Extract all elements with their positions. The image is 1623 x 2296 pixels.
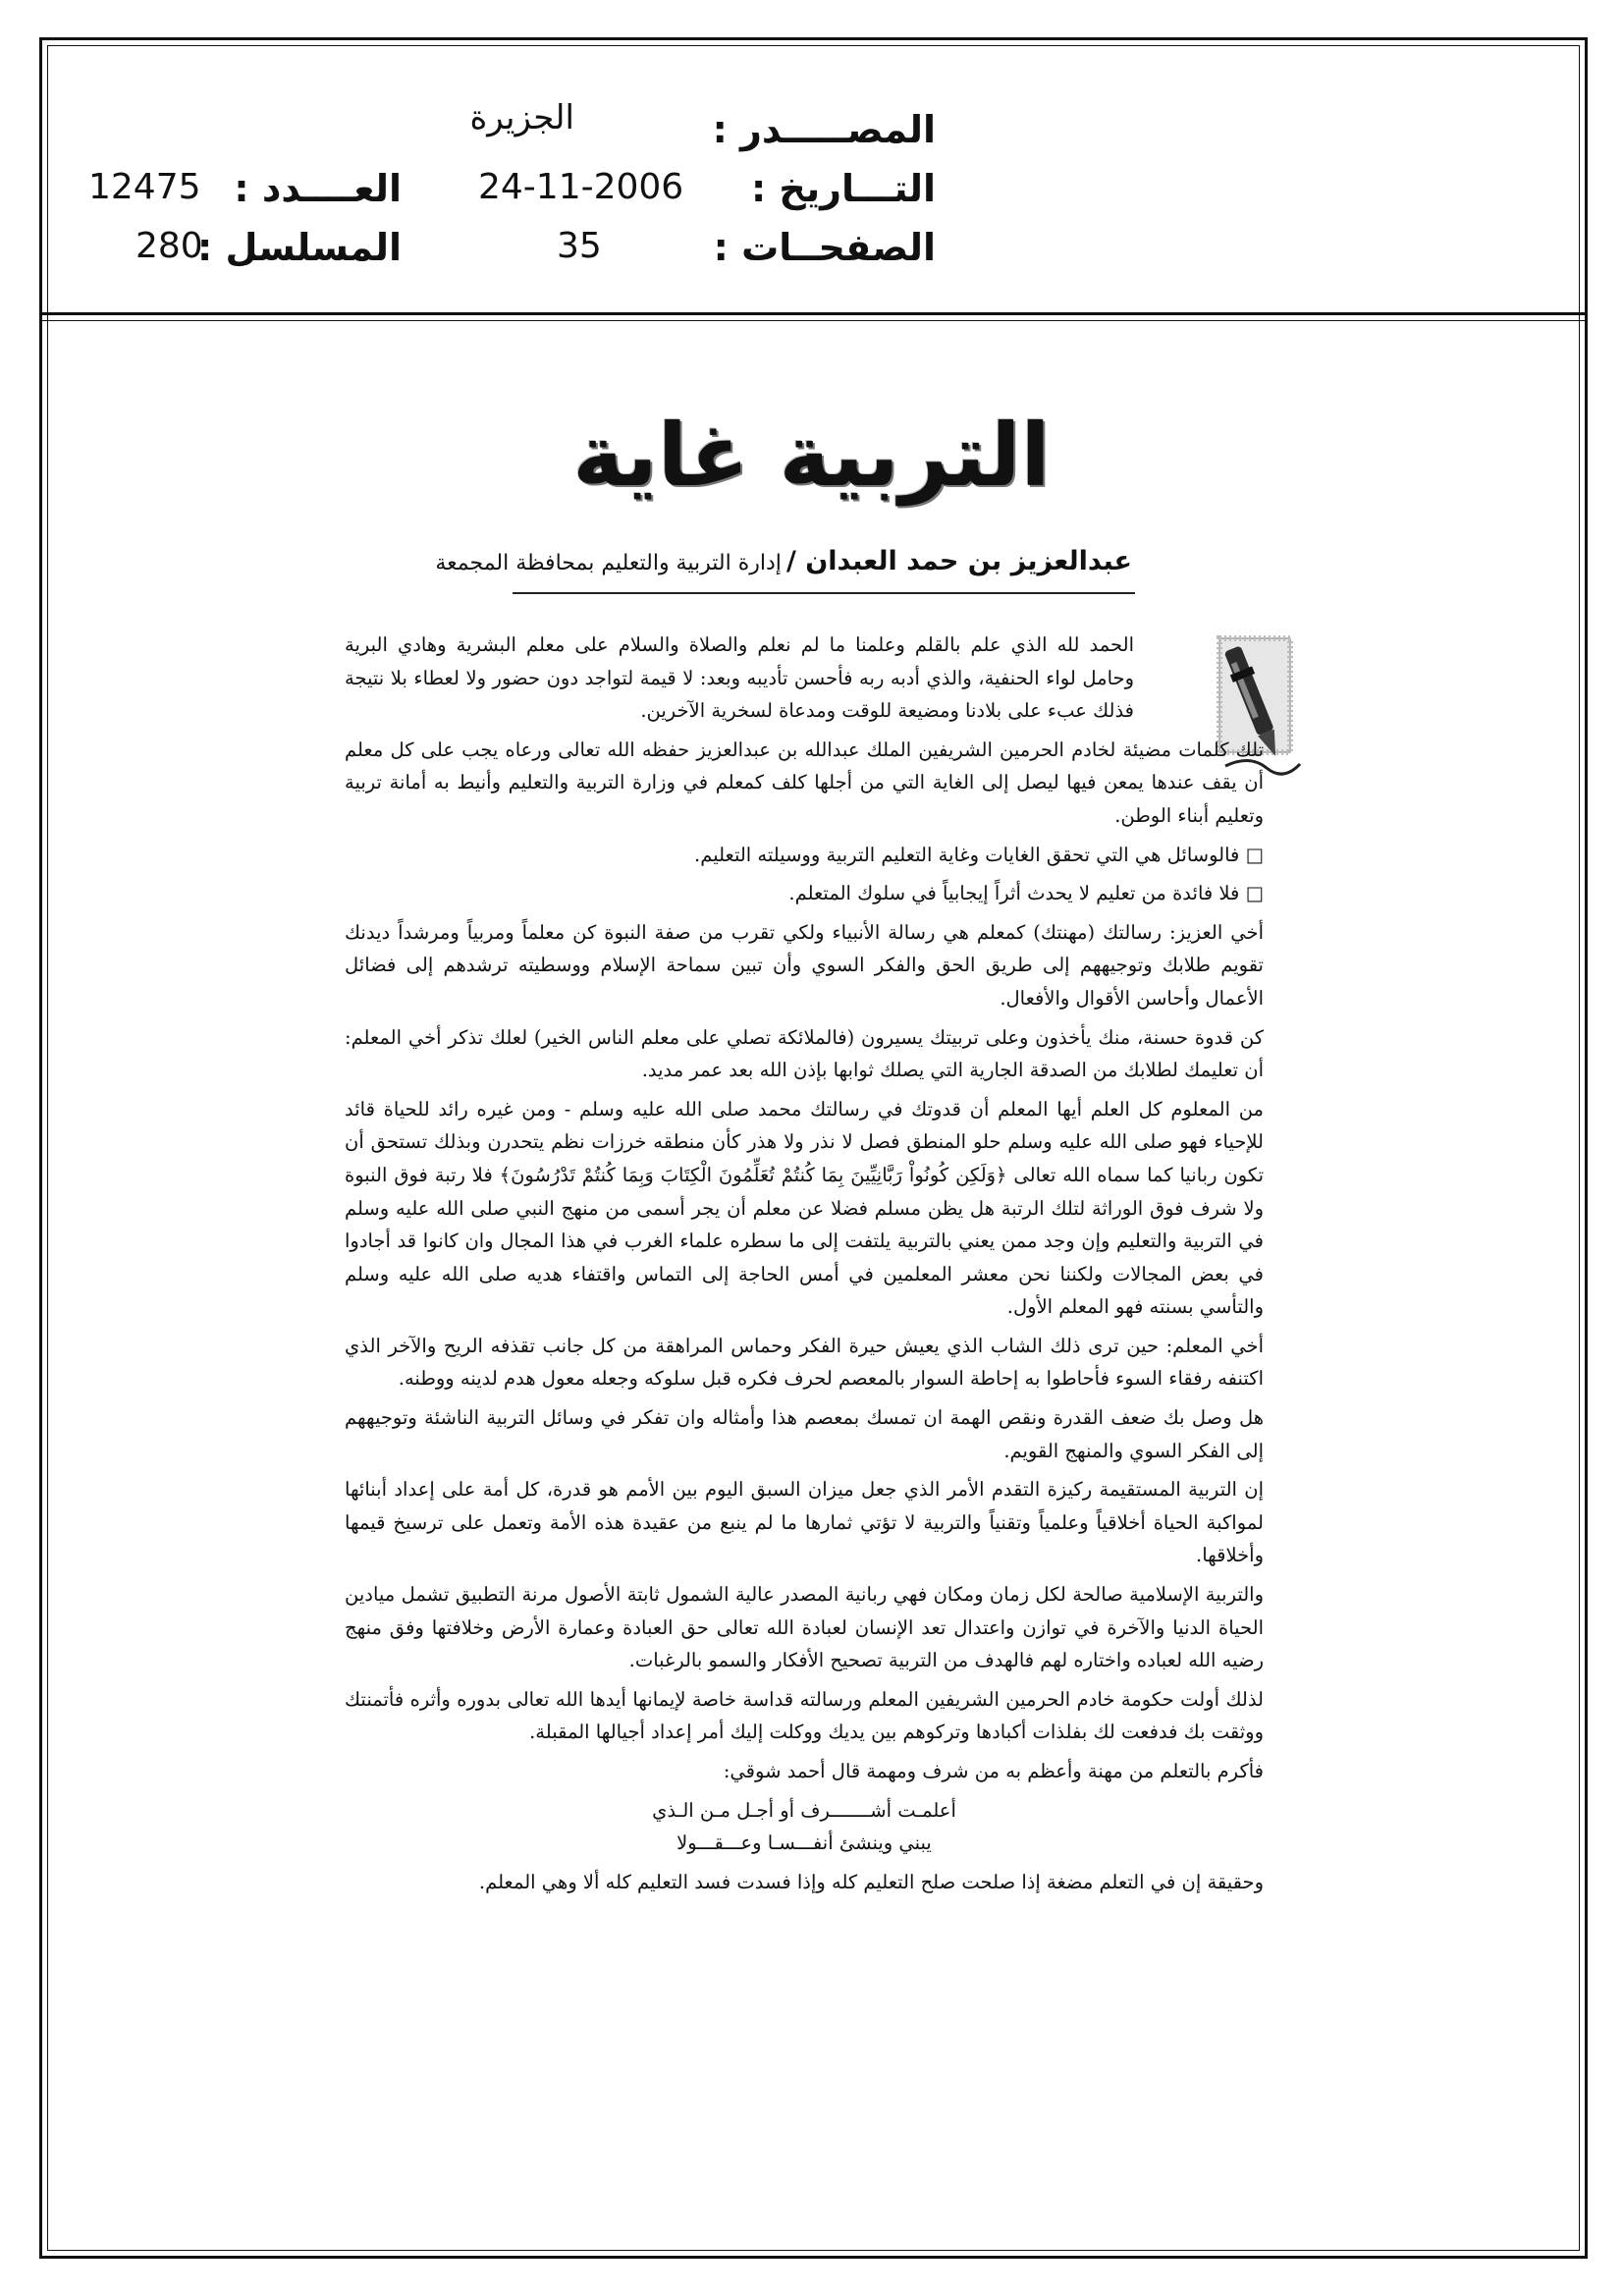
paragraph-8: إن التربية المستقيمة ركيزة التقدم الأمر الذي جعل ميزان السبق اليوم بين الأمم هو قدرة، كل أمة على إعداد أبنائها لمواكبة الحياة أخلاقياً وعلمياً وتقنياً والتربية لا تؤتي ثمارها ما لم ينبع من عقيدة هذه الأمة وتعمل على ترسيخ قيمها وأخلاقها. <box>345 1478 1264 1567</box>
header-divider-top <box>39 312 1588 315</box>
pages-label: الصفحــات : <box>713 226 936 269</box>
header-divider-bottom <box>39 320 1588 321</box>
verse-line-2: يبني وينشئ أنفـــسـا وعـــقـــولا <box>676 1831 932 1855</box>
bullet-1: □ فالوسائل هي التي تحقق الغايات وغاية التعليم التربية ووسيلته التعليم. <box>345 839 1264 872</box>
paragraph-5: من المعلوم كل العلم أيها المعلم أن قدوتك في رسالتك محمد صلى الله عليه وسلم - ومن غيره رائد للحياة قائد للإحياء فهو صلى الله عليه وسلم حلو المنطق فصل لا نذر ولا هذر كأن منطقه خرزات نظم يتحدرن وبذلك تستحق أن تكون ربانيا كما سماه الله تعالى ﴿وَلَكِن كُونُواْ رَبَّانِيِّينَ بِمَا كُنتُمْ تُعَلِّمُونَ الْكِتَابَ وَبِمَا كُنتُمْ تَدْرُسُونَ﴾ فلا رتبة فوق النبوة ولا شرف فوق الوراثة لتلك الرتبة هل يظن مسلم فضلا عن معلم أن يجر أسمى من منهج النبي صلى الله عليه وسلم في التربية والتعليم وإن وجد ممن يعني بالتربية يلتفت إلى ما سطره علماء الغرب في هذا المجال وان كانوا قد أجادوا في بعض المجالات ولكننا نحن معشر المعلمين في أمس الحاجة إلى التماس واقتفاء هديه صلى الله عليه وسلم والتأسي بسنته فهو المعلم الأول. <box>345 1097 1264 1319</box>
source-label: المصـــــدر : <box>712 108 936 151</box>
byline-underline <box>513 592 1135 594</box>
paragraph-9: والتربية الإسلامية صالحة لكل زمان ومكان فهي ربانية المصدر عالية الشمول ثابتة الأصول مرنة التطبيق تشمل ميادين الحياة الدنيا والآخرة في توازن واعتدال تعد الإنسان لعبادة الله تعالى حق العبادة وعمارة الأرض وخلافتها وفق منهج رضيه الله لعباده واختاره لهم فالهدف من التربية تصحيح الأفكار والسمو بالرغبات. <box>345 1583 1264 1672</box>
date-label: التـــاريخ : <box>751 167 936 210</box>
author-department: إدارة التربية والتعليم بمحافظة المجمعة <box>435 551 782 575</box>
paragraph-1: الحمد لله الذي علم بالقلم وعلمنا ما لم نعلم والصلاة والسلام على معلم البشرية وهادي البرية وحامل لواء الحنفية، والذي أدبه ربه فأحسن تأديبه وبعد: لا قيمة لتواجد دون حضور ولا لعطاء بلا نتيجة فذلك عبء على بلادنا ومضيعة للوقت ومدعاة لسخرية الآخرين. <box>345 633 1134 723</box>
byline <box>435 546 1132 576</box>
article-title: التربية غاية <box>572 405 1051 506</box>
paragraph-2: تلك كلمات مضيئة لخادم الحرمين الشريفين الملك عبدالله بن عبدالعزيز حفظه الله تعالى ورعاه يجب على كل معلم أن يقف عندها يمعن فيها ليصل إلى الغاية التي من أجلها كلف كمعلم في وزارة التربية والتعليم وأنيط به أمانة تربية وتعليم أبناء الوطن. <box>345 738 1264 827</box>
closing-paragraph: وحقيقة إن في التعلم مضغة إذا صلحت صلح التعليم كله وإذا فسدت فسد التعليم كله ألا وهي المعلم. <box>478 1870 1264 1893</box>
issue-value: 12475 <box>88 167 201 207</box>
paragraph-3: أخي العزيز: رسالتك (مهنتك) كمعلم هي رسالة الأنبياء ولكي تقرب من صفة النبوة كن معلماً ومربياً ومرشداً ديدنك تقويم طلابك وتوجيههم إلى طريق الحق والفكر السوي وأن تبين سماحة الإسلام ووسطيته ترشدهم إلى فضائل الأعمال وأحاسن الأقوال والأفعال. <box>345 920 1264 1010</box>
pages-value: 35 <box>557 226 602 266</box>
paragraph-6: أخي المعلم: حين ترى ذلك الشاب الذي يعيش حيرة الفكر وحماس المراهقة من كل جانب تقذفه الريح والآخر الذي اكتنفه رفقاء السوء فأحاطوا به إحاطة السوار بالمعصم لحرف فكره قبل سلوكه وجعله معول هدم لدينه ووطنه. <box>345 1334 1264 1391</box>
date-value: 24-11-2006 <box>478 167 684 207</box>
paragraph-11: فأكرم بالتعلم من مهنة وأعظم به من شرف ومهمة قال أحمد شوقي: <box>723 1760 1264 1782</box>
paragraph-7: هل وصل بك ضعف القدرة ونقص الهمة ان تمسك بمعصم هذا وأمثاله وان تفكر في وسائل التربية الناشئة وتوجيههم إلى الفكر السوي والمنهج القويم. <box>345 1406 1264 1462</box>
paragraph-4: كن قدوة حسنة، منك يأخذون وعلى تربيتك يسيرون (فالملائكة تصلي على معلم الناس الخير) لعلك تذكر أخي المعلم: أن تعليمك لطلابك من الصدقة الجارية التي يصلك ثوابها بإذن الله بعد عمر مديد. <box>345 1025 1264 1082</box>
serial-value: 280 <box>135 226 203 266</box>
issue-label: العــــدد : <box>234 167 402 210</box>
source-value: الجزيرة <box>469 98 574 137</box>
article-body <box>345 629 1264 1904</box>
serial-label: المسلسل : <box>197 226 402 269</box>
verse-line-1: أعلمـت أشـــــــرف أو أجـل مـن الـذي <box>652 1798 956 1822</box>
paragraph-10: لذلك أولت حكومة خادم الحرمين الشريفين المعلم ورسالته قداسة خاصة لإيمانها أيدها الله تعالى بدوره وأثره فأتمنتك ووثقت بك فدفعت لك بفلذات أكبادها وتركوهم بين يديك ووكلت إليك أمر إعداد أجيالها المقبلة. <box>345 1687 1264 1744</box>
bullet-2: □ فلا فائدة من تعليم لا يحدث أثراً إيجابياً في سلوك المتعلم. <box>345 877 1264 910</box>
author-name: عبدالعزيز بن حمد العبدان / <box>785 546 1132 576</box>
